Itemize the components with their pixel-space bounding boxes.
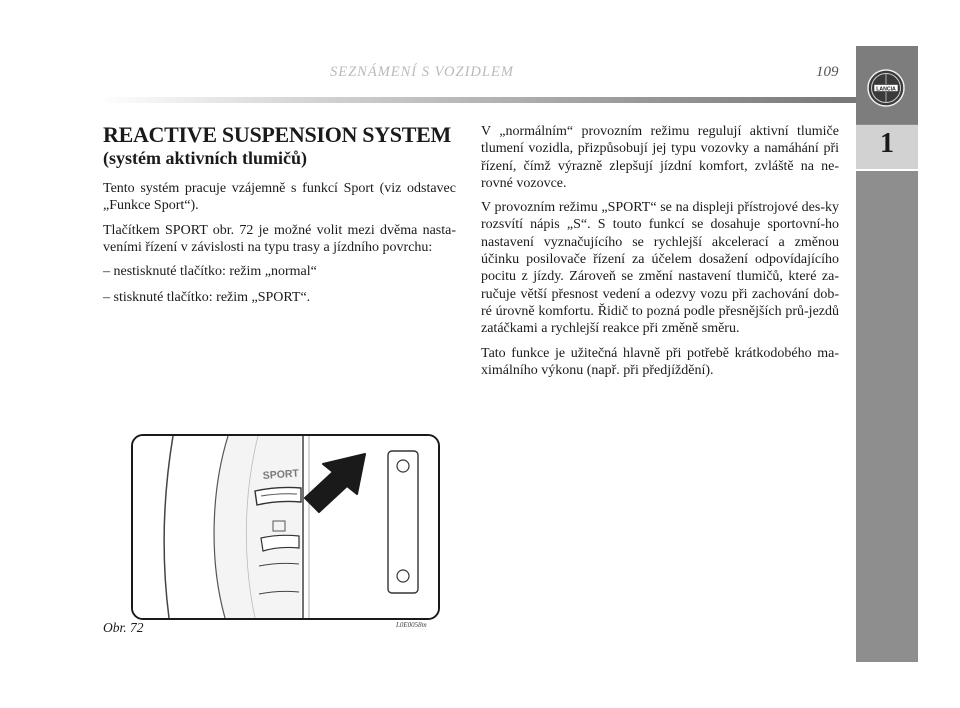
figure-caption: Obr. 72: [103, 620, 144, 635]
header-rule: [98, 97, 856, 103]
paragraph: V „normálním“ provozním režimu regulují aktivní tlumiče tlumení vozidla, přizpůsobují jej typu vozovky a namáhání při řízení, čímž výrazně zlepšují jízdní komfort, zvláště na ne-rovné vozovce.: [481, 124, 839, 191]
sport-button-illustration: [133, 436, 438, 618]
running-header-title: SEZNÁMENÍ S VOZIDLEM: [330, 64, 514, 80]
right-text-column: [481, 123, 839, 386]
paragraph: Tato funkce je užitečná hlavně při potřebě krátkodobého ma-ximálního výkonu (např. při předjíždění).: [481, 345, 839, 378]
chapter-number: 1: [880, 128, 894, 159]
paragraph: Tento systém pracuje vzájemně s funkcí Sport (viz odstavec „Funkce Sport“).: [103, 181, 456, 214]
left-text-column: [103, 180, 456, 314]
figure-sport-button: [131, 434, 440, 620]
section-heading: REACTIVE SUSPENSION SYSTEM: [103, 122, 451, 147]
chapter-tab-divider: [856, 169, 918, 171]
page-number: 109: [816, 64, 839, 80]
list-item-normal: – nestisknuté tlačítko: režim „normal“: [103, 264, 317, 280]
section-subheading: (systém aktivních tlumičů): [103, 148, 307, 168]
figure-code: L0E0058m: [396, 621, 427, 629]
paragraph: Tlačítkem SPORT obr. 72 je možné volit mezi dvěma nasta-veními řízení v závislosti na typu trasy a jízdního povrchu:: [103, 222, 456, 255]
sport-label-text: SPORT: [262, 467, 300, 482]
list-item-sport: – stisknuté tlačítko: režim „SPORT“.: [103, 290, 311, 306]
lancia-logo-icon: [866, 68, 906, 108]
paragraph: V provozním režimu „SPORT“ se na displeji přístrojové des-ky rozsvítí nápis „S“. S touto funkcí se dosahuje sportovní-ho nastavení vyznačujícího se rychlejší akcelerací a změnou účinku posilovače řízení za účelem dosažení odpovídajícího pocitu z jízdy. Zároveň se změní nastavení tlumičů, které za-ručuje větší přesnost vedení a odezvy vozu při zachování dob-ré úrovně komfortu. Řidič to pozná podle přesnějších prů-jezdů zatáčkami a rychlejší reakce při změně směru.: [481, 200, 839, 337]
logo-text: LANCIA: [876, 86, 896, 93]
